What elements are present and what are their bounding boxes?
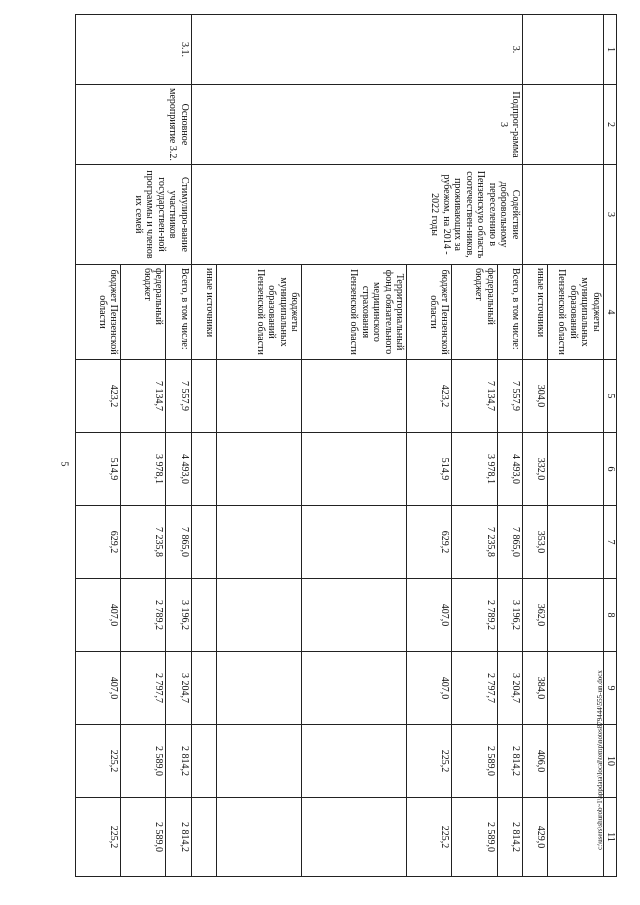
table-row (497, 15, 522, 877)
table-row (166, 15, 191, 877)
cell-title: Стимулиро-вание участников государствен-ной программы и членов их семей (76, 165, 192, 265)
cell-value (191, 360, 216, 433)
cell-value: 2 589,0 (121, 725, 166, 798)
cell-source: бюджет Пензенской области (76, 265, 121, 360)
header-cell: 11 (604, 798, 617, 877)
cell-value: 225,2 (407, 725, 452, 798)
cell-title: Содействие добровольному переселению в Пензенскую область соотечествен-ников, проживающих за рубежом, на 2014 - 2022 годы (191, 165, 522, 265)
header-cell: 7 (604, 506, 617, 579)
cell-name: Подпрог-рамма 3 (191, 85, 522, 165)
cell-value (191, 652, 216, 725)
cell-value (191, 433, 216, 506)
cell-value: 407,0 (76, 652, 121, 725)
cell-value: 7 557,9 (497, 360, 522, 433)
cell-source: Всего, в том числе: (497, 265, 522, 360)
file-path-footer: c:\users\shurob~1\appdata\local\temp\notes879444\555-un.docx (596, 670, 604, 850)
cell-source: бюджет Пензенской области (407, 265, 452, 360)
cell-value: 225,2 (76, 725, 121, 798)
cell-value: 3 978,1 (121, 433, 166, 506)
cell-value: 2 814,2 (497, 725, 522, 798)
header-row (604, 15, 617, 877)
cell-num: 3. (191, 15, 522, 85)
cell-value (302, 506, 407, 579)
cell-value: 225,2 (76, 798, 121, 877)
header-cell: 4 (604, 265, 617, 360)
cell-value: 384,0 (522, 652, 547, 725)
budget-table (75, 14, 617, 877)
cell-value (216, 652, 301, 725)
cell-value: 3 204,7 (497, 652, 522, 725)
rotated-table-container (75, 14, 617, 876)
cell-value: 7 235,8 (121, 506, 166, 579)
cell-value (302, 798, 407, 877)
page-number: 5 (58, 461, 70, 467)
header-cell: 9 (604, 652, 617, 725)
cell-value (216, 433, 301, 506)
cell-value: 2 797,7 (452, 652, 497, 725)
cell-value (548, 360, 604, 433)
cell-value: 332,0 (522, 433, 547, 506)
cell-source: бюджеты муниципальных образований Пензенской области (216, 265, 301, 360)
cell-source: Всего, в том числе: (166, 265, 191, 360)
cell-value: 629,2 (76, 506, 121, 579)
cell-value (548, 506, 604, 579)
cell-value: 225,2 (407, 798, 452, 877)
cell-value: 514,9 (76, 433, 121, 506)
cell-value (191, 579, 216, 652)
cell-value (302, 360, 407, 433)
cell-value (216, 360, 301, 433)
cell-value: 2 589,0 (452, 725, 497, 798)
cell-value (216, 798, 301, 877)
cell-source: федеральный бюджет (452, 265, 497, 360)
cell-value: 2 789,2 (121, 579, 166, 652)
budget-table-frame (75, 14, 617, 876)
cell-value: 407,0 (76, 579, 121, 652)
cell-value: 7 865,0 (166, 506, 191, 579)
header-cell: 1 (604, 15, 617, 85)
cell-value (548, 433, 604, 506)
cell-value: 3 204,7 (166, 652, 191, 725)
cell-value: 2 789,2 (452, 579, 497, 652)
cell-source: иные источники (191, 265, 216, 360)
cell-value (191, 725, 216, 798)
cell-title (522, 165, 603, 265)
cell-value: 7 134,7 (452, 360, 497, 433)
cell-value: 7 235,8 (452, 506, 497, 579)
cell-value: 7 557,9 (166, 360, 191, 433)
cell-value: 4 493,0 (497, 433, 522, 506)
cell-value: 2 814,2 (497, 798, 522, 877)
cell-value: 3 978,1 (452, 433, 497, 506)
cell-source: федеральный бюджет (121, 265, 166, 360)
cell-value: 407,0 (407, 652, 452, 725)
cell-value: 2 814,2 (166, 725, 191, 798)
cell-value (216, 506, 301, 579)
cell-value: 406,0 (522, 725, 547, 798)
cell-value: 423,2 (76, 360, 121, 433)
cell-value: 362,0 (522, 579, 547, 652)
cell-value: 2 814,2 (166, 798, 191, 877)
cell-value: 3 196,2 (166, 579, 191, 652)
cell-value: 353,0 (522, 506, 547, 579)
cell-value: 7 134,7 (121, 360, 166, 433)
cell-value (302, 725, 407, 798)
cell-name (522, 85, 603, 165)
cell-name: Основное мероприятие 3.2. (76, 85, 192, 165)
cell-num (522, 15, 603, 85)
cell-value (216, 725, 301, 798)
cell-value: 304,0 (522, 360, 547, 433)
cell-value: 429,0 (522, 798, 547, 877)
header-cell: 2 (604, 85, 617, 165)
cell-value (302, 579, 407, 652)
cell-value: 2 589,0 (452, 798, 497, 877)
cell-value (191, 798, 216, 877)
cell-value: 407,0 (407, 579, 452, 652)
cell-value: 2 589,0 (121, 798, 166, 877)
header-cell: 3 (604, 165, 617, 265)
cell-value (302, 652, 407, 725)
cell-source: иные источники (522, 265, 547, 360)
header-cell: 6 (604, 433, 617, 506)
cell-value: 4 493,0 (166, 433, 191, 506)
cell-value: 3 196,2 (497, 579, 522, 652)
cell-value: 514,9 (407, 433, 452, 506)
cell-value: 629,2 (407, 506, 452, 579)
cell-value (191, 506, 216, 579)
cell-value (302, 433, 407, 506)
cell-value: 2 797,7 (121, 652, 166, 725)
cell-value (216, 579, 301, 652)
cell-num: 3.1. (76, 15, 192, 85)
cell-source: бюджеты муниципальных образований Пензенской области (548, 265, 604, 360)
header-cell: 8 (604, 579, 617, 652)
cell-value: 423,2 (407, 360, 452, 433)
cell-source: Территориальный фонд обязательного медицинского страхования Пензенской области (302, 265, 407, 360)
header-cell: 10 (604, 725, 617, 798)
header-cell: 5 (604, 360, 617, 433)
cell-value: 7 865,0 (497, 506, 522, 579)
